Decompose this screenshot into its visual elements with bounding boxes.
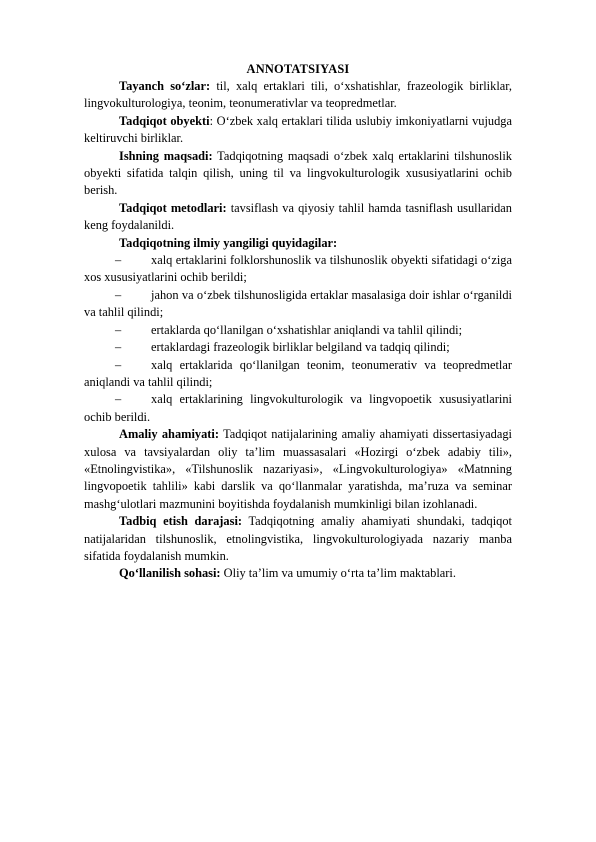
list-item xyxy=(84,287,512,322)
aim-label: Ishning maqsadi: xyxy=(119,148,213,163)
practical-text: Tadqiqot natijalarining amaliy ahamiyati dissertasiyadagi xulosa va tavsiyalardan oliy ta’lim muassasalari «Hozirgi o‘zbek adabiy tili», «Etnolingvistika», «Tilshunoslik nazariyasi», «Lingvokulturologiya» «Matnning lingvopoetik tahlili» kabi darslik va qo‘llanmalar yaratishda, ma’ruza va seminar mashg‘ulotlari mazmunini boyitishda foydalanish mumkinligi bilan izohlanadi. xyxy=(84,427,512,511)
dash-marker: – xyxy=(115,253,122,268)
aim-paragraph xyxy=(84,148,512,200)
object-paragraph xyxy=(84,113,512,148)
list-item-text: xalq ertaklarini folklorshunoslik va tilshunoslik obyekti sifatidagi o‘ziga xos xususiyatlarini ochib berildi; xyxy=(84,253,512,285)
implementation-label: Tadbiq etish darajasi: xyxy=(119,514,243,529)
methods-label: Tadqiqot metodlari: xyxy=(119,200,227,215)
list-item-text: jahon va o‘zbek tilshunosligida ertaklar masalasiga doir ishlar o‘rganildi va tahlil qilindi; xyxy=(84,287,512,320)
usage-paragraph xyxy=(84,565,512,582)
practical-label: Amaliy ahamiyati: xyxy=(119,427,219,442)
implementation-paragraph xyxy=(84,513,512,565)
aim-text: Tadqiqotning maqsadi o‘zbek xalq ertaklarini tilshunoslik obyekti sifatida talqin qilish, uning til va lingvokulturologik xususiyatlarini ochib berish. xyxy=(84,148,512,198)
list-item xyxy=(84,391,512,426)
novelty-heading xyxy=(84,235,512,252)
object-text: : O‘zbek xalq ertaklari tilida uslubiy imkoniyatlarni vujudga keltiruvchi birliklar. xyxy=(84,113,512,146)
list-item xyxy=(84,322,512,339)
dash-marker: – xyxy=(115,322,122,337)
list-item xyxy=(84,339,512,356)
list-item xyxy=(84,357,512,392)
keywords-text: til, xalq ertaklari tili, o‘xshatishlar, frazeologik birliklar, lingvokulturologiya, teonim, teonumerativlar va teopredmetlar. xyxy=(84,79,512,111)
list-item-text: ertaklardagi frazeologik birliklar belgiland va tadqiq qilindi; xyxy=(151,340,450,355)
methods-paragraph xyxy=(84,200,512,235)
dash-marker: – xyxy=(115,287,122,302)
novelty-label: Tadqiqotning ilmiy yangiligi quyidagilar: xyxy=(119,235,338,250)
list-item-text: xalq ertaklarida qo‘llanilgan teonim, teonumerativ va teopredmetlar aniqlandi va tahlil qilindi; xyxy=(84,357,512,389)
dash-marker: – xyxy=(115,357,122,372)
dash-marker: – xyxy=(115,392,122,407)
list-item xyxy=(84,252,512,287)
object-label: Tadqiqot obyekti xyxy=(119,113,210,128)
implementation-text: Tadqiqotning amaliy ahamiyati shundaki, tadqiqot natijalaridan tilshunoslik, etnolingvistika, lingvokulturologiyada nazariy manba sifatida foydalanish mumkin. xyxy=(84,514,512,563)
practical-paragraph xyxy=(84,426,512,513)
usage-label: Qo‘llanilish sohasi: xyxy=(119,566,221,581)
keywords-label: Tayanch so‘zlar: xyxy=(119,79,211,93)
dash-marker: – xyxy=(115,340,122,355)
methods-text: tavsiflash va qiyosiy tahlil hamda tasniflash usullaridan keng foydalanildi. xyxy=(84,200,512,233)
page-title: ANNOTATSIYASI xyxy=(246,62,350,76)
usage-text: Oliy ta’lim va umumiy o‘rta ta’lim maktablari. xyxy=(220,566,456,581)
list-item-text: ertaklarda qo‘llanilgan o‘xshatishlar aniqlandi va tahlil qilindi; xyxy=(151,322,463,337)
keywords-paragraph xyxy=(84,78,512,113)
list-item-text: xalq ertaklarining lingvokulturologik va lingvopoetik xususiyatlarini ochib berildi. xyxy=(84,392,512,424)
